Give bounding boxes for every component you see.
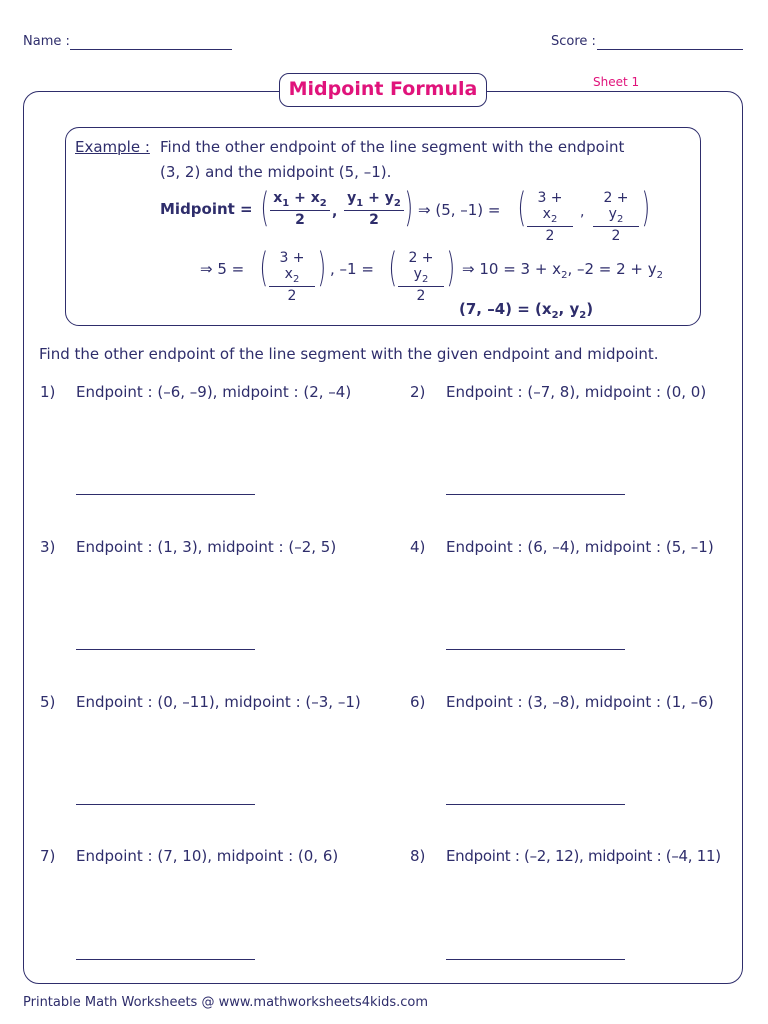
footer-prefix: Printable Math Worksheets @ xyxy=(23,995,219,1010)
answer-line[interactable] xyxy=(76,804,255,805)
problem-number: 1) xyxy=(40,383,56,401)
example-result: (7, $-4) = (x_2$, $y_2$) xyxy=(459,300,594,321)
score-label: Score : xyxy=(551,34,596,49)
problem-number: 3) xyxy=(40,538,56,556)
implies-1: ⇒ (5, –1) = xyxy=(418,201,501,219)
comma: , xyxy=(332,204,338,220)
answer-line[interactable] xyxy=(446,649,625,650)
row2-start: ⇒ 5 = xyxy=(200,260,245,278)
example-text-line2: (3, 2) and the midpoint (5, –1). xyxy=(160,163,392,181)
fraction-x: $\frac{x_1 + x_2}{2}$ xyxy=(270,190,330,228)
worksheet-title: Midpoint Formula xyxy=(279,73,487,107)
right-paren: ) xyxy=(317,245,327,291)
example-text-line1: Find the other endpoint of the line segment with the endpoint xyxy=(160,138,625,156)
left-paren: ( xyxy=(388,245,398,291)
problem-text: Endpoint : (0, –11), midpoint : (–3, –1) xyxy=(76,693,361,711)
midpoint-word: Midpoint = xyxy=(160,200,253,218)
right-paren: ) xyxy=(641,185,651,231)
example-label: Example : xyxy=(75,138,150,156)
problem-number: 7) xyxy=(40,847,56,865)
name-label: Name : xyxy=(23,34,70,49)
answer-line[interactable] xyxy=(76,649,255,650)
row2-mid: , –1 = xyxy=(330,260,374,278)
fraction-3x: $\frac{3 + x_2}{2}$ xyxy=(527,190,573,244)
right-paren: ) xyxy=(404,185,414,231)
problem-number: 5) xyxy=(40,693,56,711)
left-paren: ( xyxy=(259,245,269,291)
answer-line[interactable] xyxy=(446,494,625,495)
comma: , xyxy=(580,204,585,220)
problem-text: Endpoint : (1, 3), midpoint : (–2, 5) xyxy=(76,538,337,556)
problem-text: Endpoint : (–6, –9), midpoint : (2, –4) xyxy=(76,383,352,401)
fraction-6: $\frac{2 + y_2}{2}$ xyxy=(398,250,444,304)
problem-text: Endpoint : (–7, 8), midpoint : (0, 0) xyxy=(446,383,707,401)
fraction-2y: $\frac{2 + y_2}{2}$ xyxy=(593,190,639,244)
fraction-5: $\frac{3 + x_2}{2}$ xyxy=(269,250,315,304)
answer-line[interactable] xyxy=(76,494,255,495)
problem-text: Endpoint : (7, 10), midpoint : (0, 6) xyxy=(76,847,339,865)
name-field[interactable] xyxy=(70,49,232,50)
sheet-label: Sheet 1 xyxy=(593,75,640,89)
fraction-y: $\frac{y_1 + y_2}{2}$ xyxy=(344,190,404,228)
answer-line[interactable] xyxy=(446,959,625,960)
row2-end: ⇒ $10 = 3 + x_2$, $-2 = 2 + y_2$ xyxy=(462,260,664,281)
score-field[interactable] xyxy=(597,49,743,50)
answer-line[interactable] xyxy=(76,959,255,960)
problem-number: 4) xyxy=(410,538,426,556)
footer xyxy=(23,995,428,1010)
problem-number: 6) xyxy=(410,693,426,711)
instruction-text: Find the other endpoint of the line segment with the given endpoint and midpoint. xyxy=(39,345,659,363)
problem-text: Endpoint : (–2, 12), midpoint : (–4, 11) xyxy=(446,847,721,865)
problem-text: Endpoint : (3, –8), midpoint : (1, –6) xyxy=(446,693,714,711)
answer-line[interactable] xyxy=(446,804,625,805)
footer-link[interactable]: www.mathworksheets4kids.com xyxy=(218,995,429,1010)
left-paren: ( xyxy=(260,185,270,231)
problem-number: 8) xyxy=(410,847,426,865)
left-paren: ( xyxy=(517,185,527,231)
problem-text: Endpoint : (6, –4), midpoint : (5, –1) xyxy=(446,538,714,556)
problem-number: 2) xyxy=(410,383,426,401)
right-paren: ) xyxy=(446,245,456,291)
